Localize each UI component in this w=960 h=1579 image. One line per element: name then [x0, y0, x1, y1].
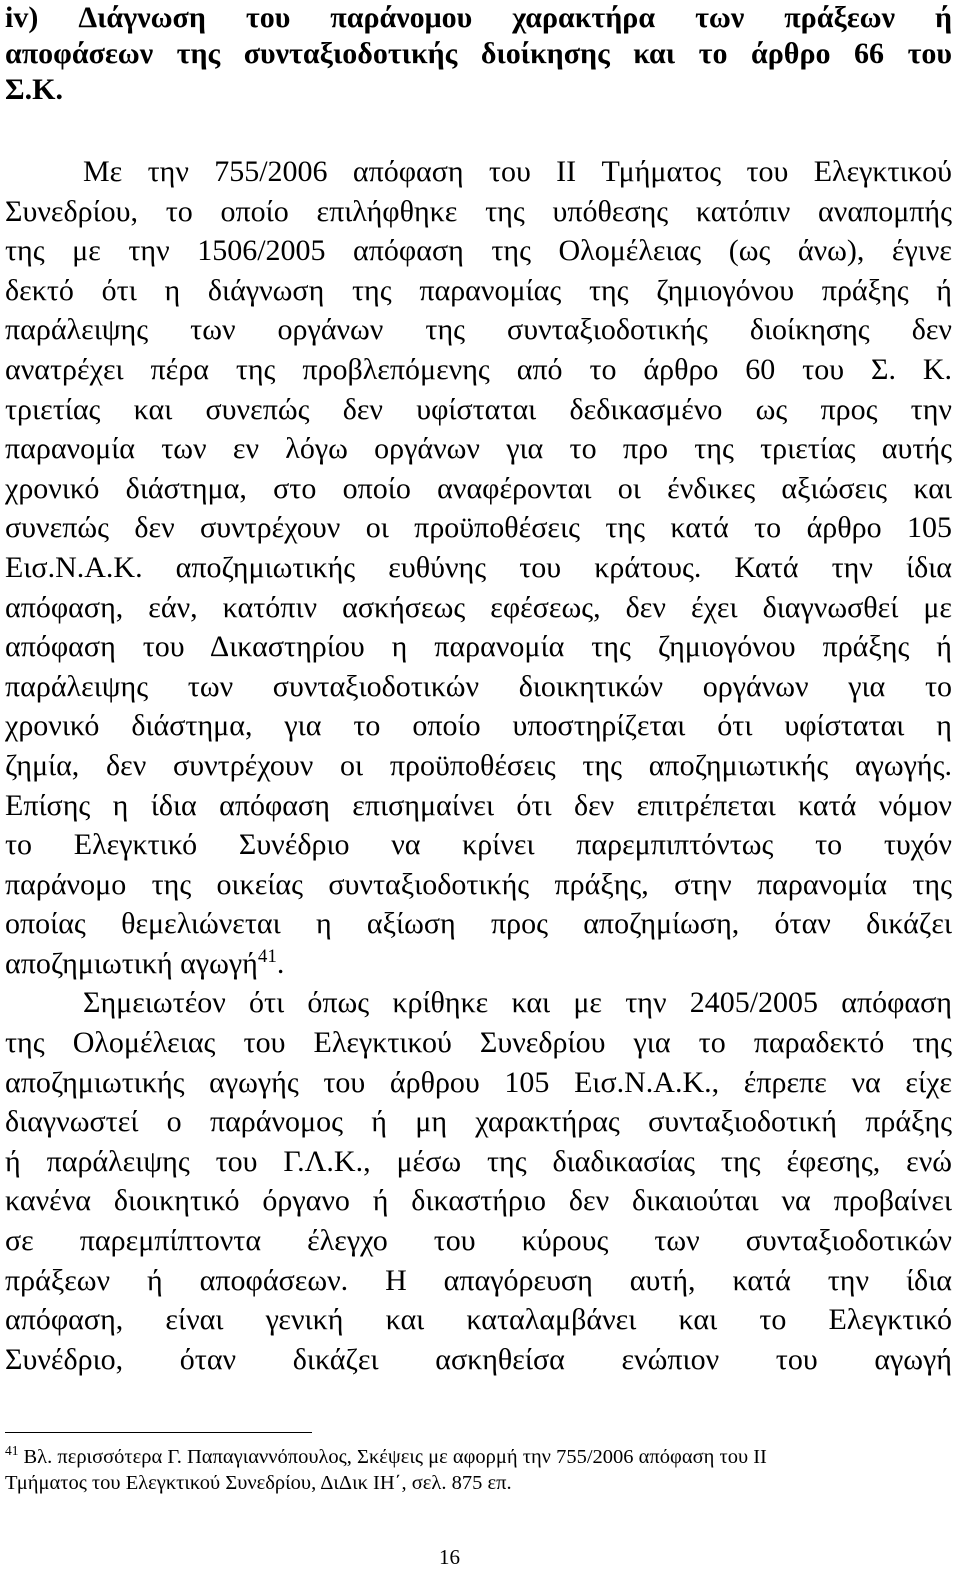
body-line: κανένα διοικητικό όργανο ή δικαστήριο δεν δικαιούται να προβαίνει: [5, 1184, 952, 1218]
footnote-line: Τμήματος του Ελεγκτικού Συνεδρίου, ΔιΔικ ΙΗ΄, σελ. 875 επ.: [5, 1472, 512, 1494]
body-line: της Ολομέλειας του Ελεγκτικού Συνεδρίου για το παραδεκτό της: [5, 1026, 952, 1060]
body-line: παράλειψης των συνταξιοδοτικών διοικητικών οργάνων για το: [5, 669, 952, 703]
footnote-separator: [5, 1432, 312, 1433]
body-line: οποίας θεμελιώνεται η αξίωση προς αποζημίωση, όταν δικάζει: [5, 907, 952, 941]
footnote-reference: 41: [257, 945, 277, 967]
body-line: παράλειψης των οργάνων της συνταξιοδοτικής διοίκησης δεν: [5, 313, 952, 347]
body-line: απόφαση, εάν, κατόπιν ασκήσεως εφέσεως, δεν έχει διαγνωσθεί με: [5, 590, 952, 624]
page-number: 16: [439, 1545, 460, 1569]
body-line: πράξεων ή αποφάσεων. Η απαγόρευση αυτή, κατά την ίδια: [5, 1263, 952, 1297]
body-line: απόφαση του Δικαστηρίου η παρανομία της ζημιογόνου πράξης ή: [5, 630, 952, 664]
body-line: ζημία, δεν συντρέχουν οι προϋποθέσεις της αποζημιωτικής αγωγής.: [5, 748, 952, 782]
body-line-tail: .: [276, 946, 285, 980]
body-line: δεκτό ότι η διάγνωση της παρανομίας της ζημιογόνου πράξης ή: [5, 273, 952, 307]
body-line: Με την 755/2006 απόφαση του II Τμήματος του Ελεγκτικού: [83, 155, 952, 188]
body-line: Συνέδριο, όταν δικάζει ασκηθείσα ενώπιον του αγωγή: [5, 1342, 952, 1376]
section-heading: [5, 0, 952, 108]
paragraph: [5, 152, 952, 983]
paragraph: [5, 983, 952, 1379]
heading-line: Σ.Κ.: [5, 73, 63, 106]
body-line: ανατρέχει πέρα της προβλεπόμενης από το άρθρο 60 του Σ. Κ.: [5, 352, 952, 386]
footnote: [5, 1444, 952, 1496]
body-line: ή παράλειψης του Γ.Λ.Κ., μέσω της διαδικασίας της έφεσης, ενώ: [5, 1144, 952, 1178]
body-line: Εισ.Ν.Α.Κ. αποζημιωτικής ευθύνης του κράτους. Κατά την ίδια: [5, 550, 952, 584]
body-line: παρανομία των εν λόγω οργάνων για το προ της τριετίας αυτής: [5, 432, 952, 466]
body-line: της με την 1506/2005 απόφαση της Ολομέλειας (ως άνω), έγινε: [5, 234, 952, 268]
body-line: παράνομο της οικείας συνταξιοδοτικής πράξης, στην παρανομία της: [5, 867, 952, 901]
body-line: Επίσης η ίδια απόφαση επισημαίνει ότι δεν επιτρέπεται κατά νόμον: [5, 788, 952, 822]
body-line: χρονικό διάστημα, για το οποίο υποστηρίζεται ότι υφίσταται η: [5, 709, 952, 743]
body-line-text: αποζημιωτική αγωγή: [5, 946, 258, 980]
body-line: σε παρεμπίπτοντα έλεγχο του κύρους των συνταξιοδοτικών: [5, 1224, 952, 1258]
body-line: το Ελεγκτικό Συνέδριο να κρίνει παρεμπιπτόντως το τυχόν: [5, 828, 952, 862]
footnote-number: 41: [5, 1443, 19, 1459]
body-line: συνεπώς δεν συντρέχουν οι προϋποθέσεις της κατά το άρθρο 105: [5, 511, 952, 545]
body-line-closing: [5, 944, 952, 984]
body-line: Συνεδρίου, το οποίο επιλήφθηκε της υπόθεσης κατόπιν αναπομπής: [5, 194, 952, 228]
footnote-line: [5, 1444, 952, 1470]
heading-line: αποφάσεων της συνταξιοδοτικής διοίκησης και το άρθρο 66 του: [5, 37, 952, 70]
body-line: αποζημιωτικής αγωγής του άρθρου 105 Εισ.Ν.Α.Κ., έπρεπε να είχε: [5, 1065, 952, 1099]
body-line: απόφαση, είναι γενική και καταλαμβάνει και το Ελεγκτικό: [5, 1303, 952, 1337]
body-line: Σημειωτέον ότι όπως κρίθηκε και με την 2405/2005 απόφαση: [83, 986, 952, 1020]
body-line: διαγνωστεί ο παράνομος ή μη χαρακτήρας συνταξιοδοτική πράξης: [5, 1105, 952, 1139]
body-text: [5, 152, 952, 1379]
footnote-text: Βλ. περισσότερα Γ. Παπαγιαννόπουλος, Σκέψεις με αφορμή την 755/2006 απόφαση του II: [23, 1446, 767, 1468]
body-line: τριετίας και συνεπώς δεν υφίσταται δεδικασμένο ως προς την: [5, 392, 952, 426]
body-line: χρονικό διάστημα, στο οποίο αναφέρονται οι ένδικες αξιώσεις και: [5, 471, 952, 505]
heading-line: iv) Διάγνωση του παράνομου χαρακτήρα των πράξεων ή: [5, 1, 952, 34]
